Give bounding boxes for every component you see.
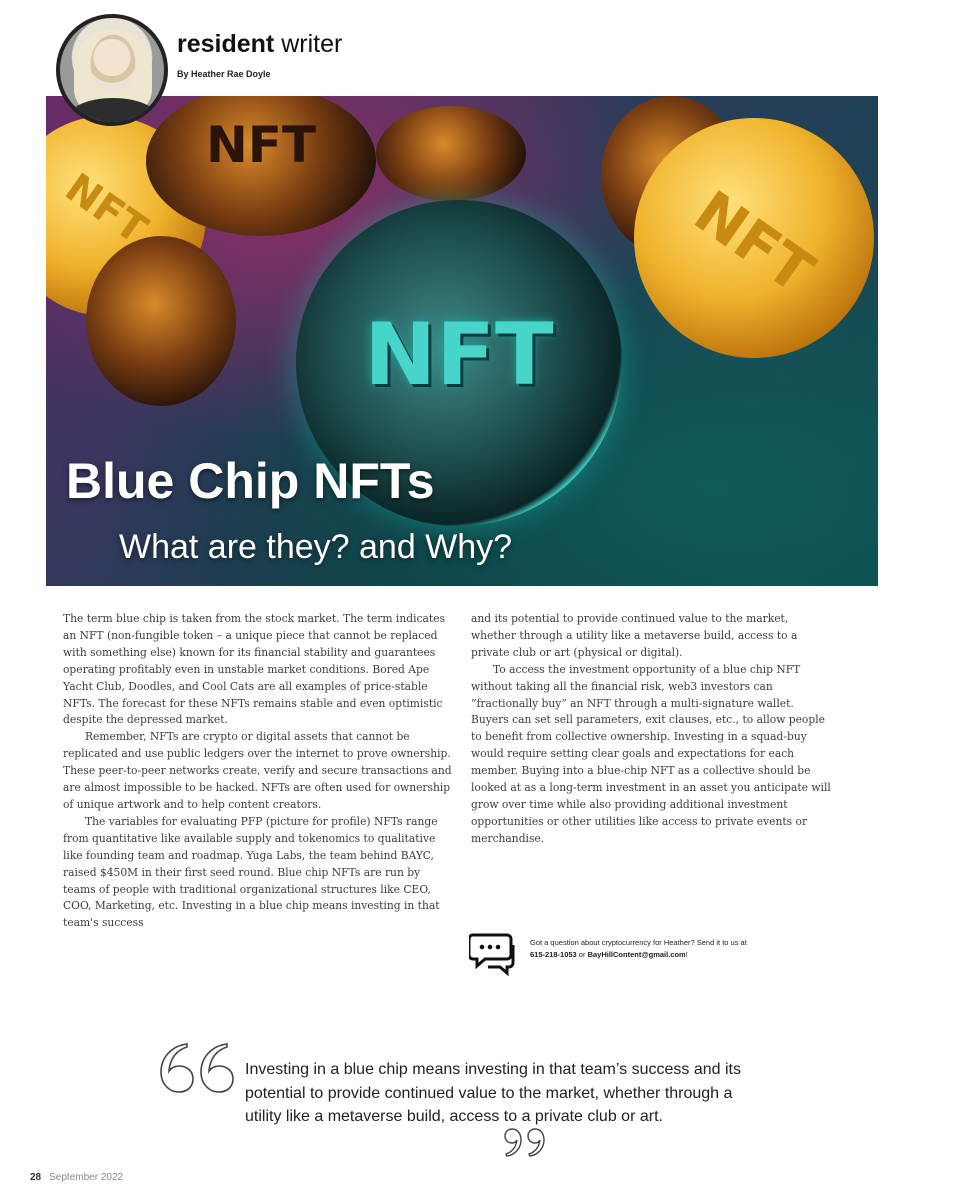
close-quote-icon [503, 1126, 549, 1160]
article-column-left [63, 611, 455, 932]
coin-label-main: NFT [364, 305, 554, 405]
section-title-bold: resident [177, 30, 275, 58]
article-paragraph: Remember, NFTs are crypto or digital assets that cannot be replicated and use public ledgers over the internet to prove ownership. These peer-to-peer networks create, verify and secure transactions and are almost impossible to be hacked. NFTs are often used for ownership of unique artwork and to help content creators. [63, 730, 452, 811]
article-paragraph: To access the investment opportunity of a blue chip NFT without taking all the financial risk, web3 investors can “fractionally buy” an NFT through a multi-signature wallet. Buyers can set sell parameters, exit clauses, etc., to allow people to benefit from collective ownership. Investing in a squad-buy would require setting clear goals and expectations for each member. Buying into a blue-chip NFT as a collective should be looked at as a long-term investment in an asset you anticipate will grow over time while also providing additional investment opportunities or other utilities like access to private events or merchandise. [471, 662, 831, 845]
section-title-rest: writer [274, 30, 343, 58]
page-footer [30, 1172, 123, 1183]
coin-gold-right [634, 118, 874, 358]
coin-label: NFT [682, 177, 826, 307]
contact-or: or [576, 950, 588, 959]
issue-date: September 2022 [49, 1172, 124, 1183]
subheadline: What are they? and Why? [119, 528, 513, 566]
coin-dark-left [86, 236, 236, 406]
section-title [177, 30, 342, 59]
coin-dark-center-top [376, 106, 526, 201]
coin-dark-top [146, 96, 376, 236]
hero-image [46, 96, 878, 586]
open-quote-icon [157, 1038, 237, 1098]
contact-info [530, 937, 860, 961]
article-paragraph: The variables for evaluating PFP (picture for profile) NFTs range from quantitative like available supply and tokenomics to qualitative like founding team and roadmap. Yuga Labs, the team behind BAYC, raised $450M in their first seed round. Blue chip NFTs are run by teams of people with traditional organizational structures like CEO, COO, Marketing, etc. Investing in a blue chip means investing in that team's success [63, 814, 440, 930]
contact-phone: 615-218-1053 [530, 950, 577, 959]
article-paragraph: and its potential to provide continued value to the market, whether through a utility like a metaverse build, access to a private club or art (physical or digital). [471, 612, 798, 659]
page-number: 28 [30, 1172, 42, 1183]
contact-prompt: Got a question about cryptocurrency for Heather? Send it to us at [530, 938, 747, 947]
contact-end: ! [685, 950, 688, 959]
byline: By Heather Rae Doyle [177, 69, 271, 79]
chat-bubbles-icon [469, 931, 519, 977]
pull-quote: Investing in a blue chip means investing in that team’s success and its potential to provide continued value to the market, whether through a utility like a metaverse build, access to a private club or art. [245, 1061, 741, 1125]
article-column-right [471, 611, 831, 848]
coin-label: NFT [205, 116, 317, 174]
contact-email: BayHillContent@gmail.com [587, 950, 686, 959]
coin-label: NFT [56, 164, 156, 254]
author-photo [56, 14, 168, 126]
headline: Blue Chip NFTs [66, 453, 435, 509]
article-paragraph: The term blue chip is taken from the stock market. The term indicates an NFT (non-fungible token – a unique piece that cannot be replaced with something else) known for its financial stability and guarantees operating profitably even in unstable market conditions. Bored Ape Yacht Club, Doodles, and Cool Cats are all examples of price-stable NFTs. The forecast for these NFTs remains stable and even optimistic despite the depressed market. [63, 612, 445, 727]
